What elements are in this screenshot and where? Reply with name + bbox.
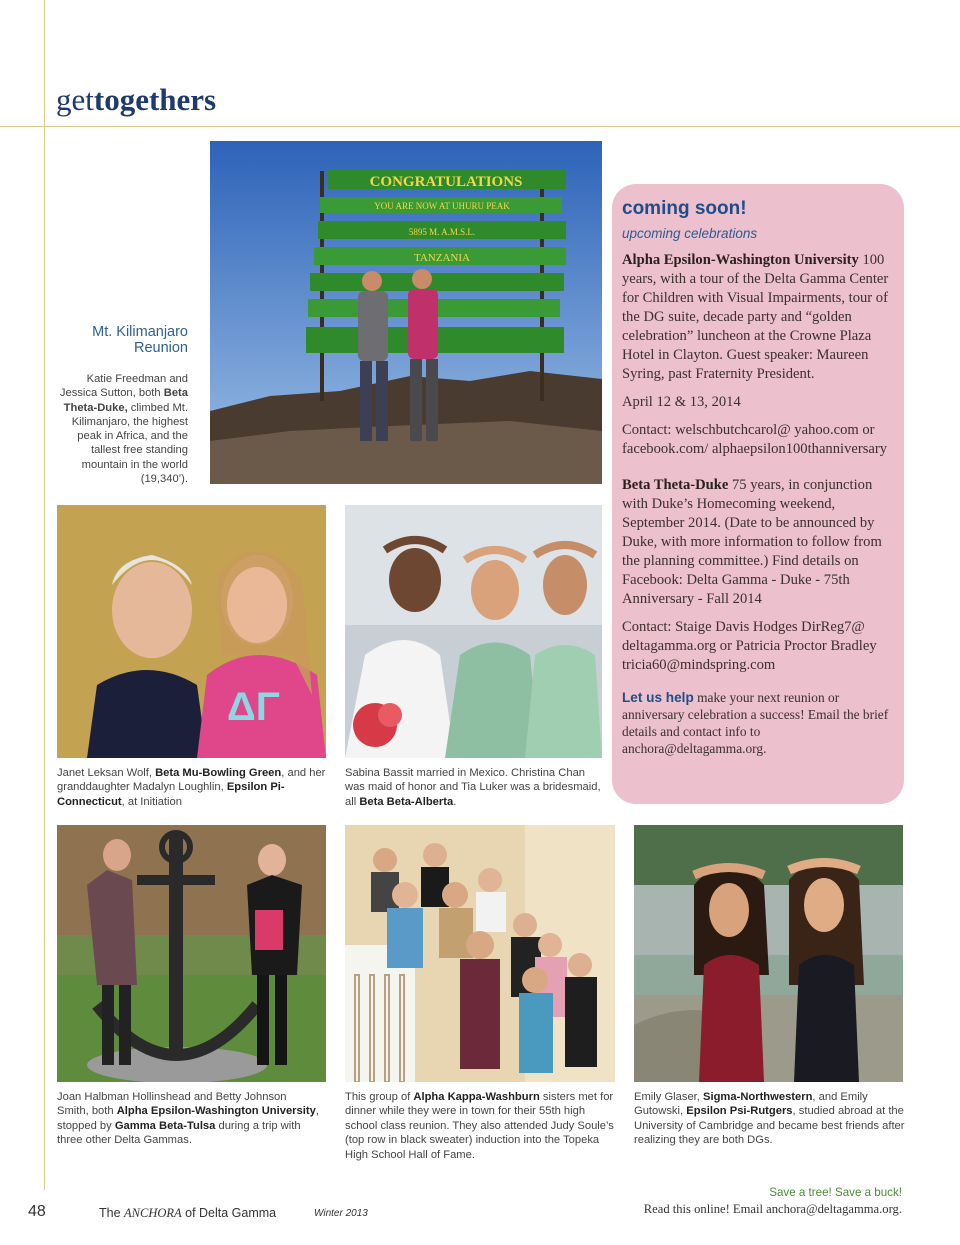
event-1-text: 100 years, with a tour of the Delta Gamma Center for Children with Visual Impairments, tour of the DG suite, decade party and “golden celebration” luncheon at the Crowne Plaza Hotel in Clayton. Guest speaker: Maureen Syring, past Fraternity President. — [622, 252, 889, 382]
event-2-text: 75 years, in conjunction with Duke’s Homecoming weekend, September 2014. (Date to be announced by Duke, with more information to follow from the planning committee.) Find details on Facebook: Delta Gamma - Duke - 75th Anniversary - Fall 2014 — [622, 477, 882, 607]
help-note-text: make your next reunion or anniversary celebration a success! Email the brief details and contact info to anchora@deltagamma.org. — [622, 690, 889, 756]
kilimanjaro-title-line1: Mt. Kilimanjaro — [92, 324, 188, 340]
cambridge-caption-chapter-2: Epsilon Psi-Rutgers — [686, 1105, 793, 1118]
kilimanjaro-title-line2: Reunion — [133, 340, 188, 356]
sign-line-4: TANZANIA — [414, 252, 470, 264]
header-rule — [0, 126, 960, 127]
save-a-tree-note: Save a tree! Save a buck! — [769, 1186, 902, 1199]
kilimanjaro-caption-b: climbed Mt. Kilimanjaro, the highest peak in Africa, and the tallest free standing mountain in the world (19,340’). — [71, 401, 188, 486]
kilimanjaro-caption-a: Katie Freedman and Jessica Sutton, both — [59, 373, 188, 400]
publication-name-pre: The — [99, 1206, 125, 1220]
group-caption-chapter: Alpha Kappa-Washburn — [413, 1091, 540, 1103]
anchor-caption-t1: Joan Halbman Hollinshead and Betty Johnson Smith, both — [57, 1091, 287, 1118]
help-note-lead: Let us help — [622, 690, 694, 705]
wolf-caption — [57, 766, 329, 809]
coming-soon-title: coming soon! — [622, 198, 747, 219]
sign-line-1: CONGRATULATIONS — [369, 174, 523, 190]
wedding-photo — [345, 505, 602, 758]
kilimanjaro-title — [70, 324, 188, 356]
issue-label: Winter 2013 — [314, 1208, 368, 1219]
group-caption-t2: sisters met for dinner while they were in town for their 55th high school class reunion. They also attended Judy Soule’s (top row in black sweater) induction into the Topeka High School Hall of Fame. — [345, 1091, 614, 1161]
sign-line-2: YOU ARE NOW AT UHURU PEAK — [374, 201, 510, 211]
event-2-contact: Contact: Staige Davis Hodges DirReg7@ deltagamma.org or Patricia Proctor Bradley tricia60@mindspring.com — [622, 619, 877, 673]
help-note — [622, 689, 896, 757]
anchor-caption-t2: , stopped by — [57, 1105, 319, 1132]
cambridge-photo — [634, 825, 903, 1082]
wedding-caption-chapter: Beta Beta-Alberta — [359, 795, 454, 808]
anchor-caption — [57, 1090, 319, 1148]
section-title-bold: togethers — [93, 82, 217, 117]
margin-rule-vertical — [44, 0, 45, 1190]
anchor-caption-chapter-1: Alpha Epsilon-Washington University — [116, 1105, 316, 1118]
event-1-description — [622, 251, 896, 384]
anchor-caption-chapter-2: Gamma Beta-Tulsa — [114, 1119, 216, 1132]
group-caption-t1: This group of — [345, 1091, 414, 1103]
wedding-caption-t2: . — [453, 795, 457, 808]
svg-text:ΔΓ: ΔΓ — [227, 685, 280, 729]
cambridge-caption-t3: , studied abroad at the University of Cambridge and became best friends after realizing they are both DGs. — [634, 1105, 905, 1147]
wolf-caption-chapter-2: Epsilon Pi-Connecticut — [57, 781, 285, 808]
group-caption — [345, 1090, 619, 1162]
wedding-caption — [345, 766, 607, 809]
cambridge-caption-t1: Emily Glaser, — [634, 1091, 704, 1103]
page-number: 48 — [28, 1203, 46, 1220]
wedding-caption-t1: Sabina Bassit married in Mexico. Christina Chan was maid of honor and Tia Luker was a bridesmaid, all — [345, 767, 601, 808]
section-title-light: get — [56, 82, 94, 117]
event-2-chapter: Beta Theta-Duke — [622, 477, 729, 493]
kilimanjaro-caption — [56, 372, 188, 486]
anchor-photo — [57, 825, 326, 1082]
publication-name — [99, 1206, 276, 1221]
coming-soon-panel — [612, 184, 904, 804]
cambridge-caption-t2: , and Emily Gutowski, — [634, 1091, 868, 1118]
kilimanjaro-caption-chapter: Beta Theta-Duke, — [63, 387, 188, 414]
wolf-caption-t2: , and her granddaughter Madalyn Loughlin, — [57, 767, 326, 794]
group-photo — [345, 825, 615, 1082]
coming-soon-subtitle: upcoming celebrations — [622, 226, 758, 241]
anchor-caption-t3: during a trip with three other Delta Gammas. — [57, 1119, 301, 1147]
event-1-date: April 12 & 13, 2014 — [622, 394, 741, 410]
section-title — [56, 82, 216, 118]
wolf-caption-t1: Janet Leksan Wolf, — [57, 767, 156, 779]
wolf-caption-t3: , at Initiation — [121, 795, 182, 808]
event-2-description — [622, 476, 896, 609]
cambridge-caption-chapter-1: Sigma-Northwestern — [703, 1091, 813, 1103]
publication-name-title: ANCHORA — [124, 1206, 182, 1220]
sign-line-3: 5895 M. A.M.S.L. — [408, 227, 476, 237]
publication-name-post: of Delta Gamma — [181, 1206, 277, 1220]
wolf-photo — [57, 505, 326, 758]
event-1-contact: Contact: welschbutchcarol@ yahoo.com or facebook.com/ alphaepsilon100thanniversary — [622, 422, 888, 457]
wolf-caption-chapter-1: Beta Mu-Bowling Green — [155, 767, 282, 779]
read-online-note: Read this online! Email anchora@deltagamma.org. — [643, 1202, 902, 1216]
kilimanjaro-photo — [210, 141, 602, 484]
cambridge-caption — [634, 1090, 906, 1148]
event-1-chapter: Alpha Epsilon-Washington University — [622, 252, 859, 268]
